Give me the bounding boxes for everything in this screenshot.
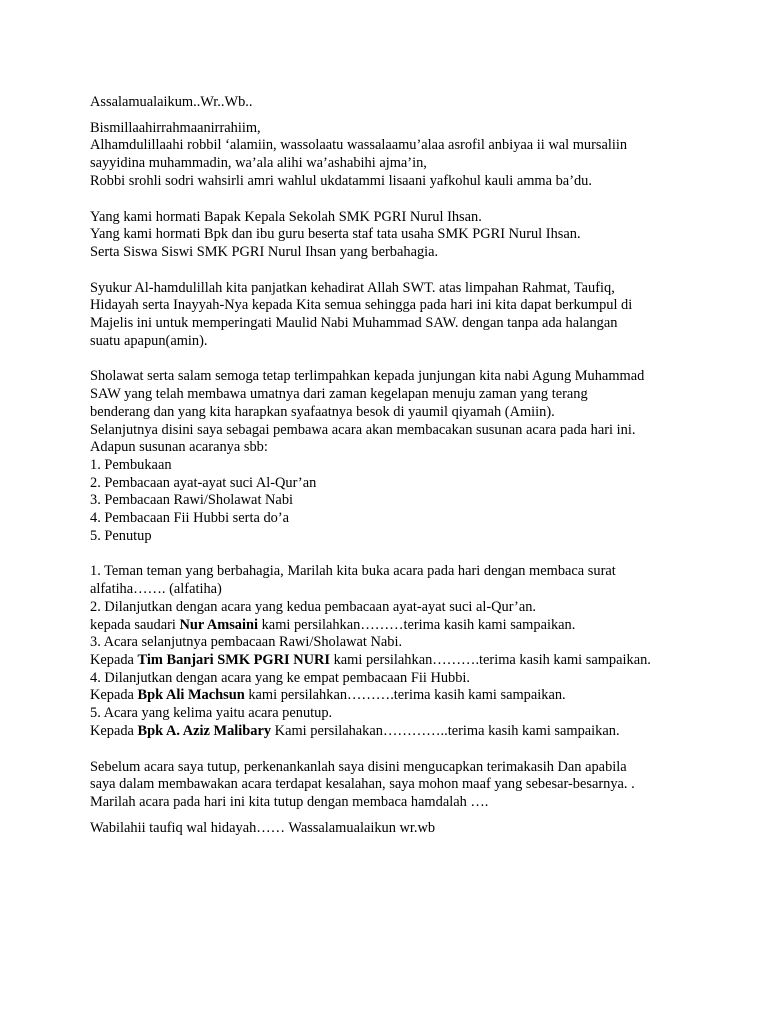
program-text: kami persilahkan……….terima kasih kami sampaikan. bbox=[244, 687, 566, 704]
sholawat-line: SAW yang telah membawa umatnya dari zaman kegelapan menuju zaman yang terang bbox=[90, 386, 588, 403]
sholawat-line: Adapun susunan acaranya sbb: bbox=[90, 439, 268, 456]
program-line: 3. Acara selanjutnya pembacaan Rawi/Sholawat Nabi. bbox=[90, 634, 403, 651]
opening-line: sayyidina muhammadin, wa’ala alihi wa’ashabihi ajma’in, bbox=[90, 155, 427, 172]
closing-line: Marilah acara pada hari ini kita tutup dengan membaca hamdalah …. bbox=[90, 793, 489, 810]
respects-line: Yang kami hormati Bapak Kepala Sekolah SMK PGRI Nurul Ihsan. bbox=[90, 208, 482, 225]
farewell-paragraph bbox=[90, 820, 720, 838]
sholawat-line: Sholawat serta salam semoga tetap terlimpahkan kepada junjungan kita nabi Agung Muhammad bbox=[90, 368, 645, 385]
program-line: 4. Dilanjutkan dengan acara yang ke empat pembacaan Fii Hubbi. bbox=[90, 669, 471, 686]
agenda-item: 4. Pembacaan Fii Hubbi serta do’a bbox=[90, 510, 290, 527]
performer-name: Tim Banjari SMK PGRI NURI bbox=[137, 651, 330, 668]
program-line: 5. Acara yang kelima yaitu acara penutup. bbox=[90, 705, 333, 722]
document-page bbox=[90, 94, 720, 837]
program-line: 1. Teman teman yang berbahagia, Marilah kita buka acara pada hari dengan membaca surat bbox=[90, 563, 616, 580]
gratitude-line: Majelis ini untuk memperingati Maulid Nabi Muhammad SAW. dengan tanpa ada halangan bbox=[90, 315, 618, 332]
performer-name: Nur Amsaini bbox=[179, 616, 259, 633]
program-line bbox=[90, 687, 720, 705]
program-line: alfatiha……. (alfatiha) bbox=[90, 581, 222, 598]
opening-paragraph bbox=[90, 120, 720, 191]
sholawat-line: Selanjutnya disini saya sebagai pembawa acara akan membacakan susunan acara pada hari ini. bbox=[90, 421, 636, 438]
sholawat-line: benderang dan yang kita harapkan syafaatnya besok di yaumil qiyamah (Amiin). bbox=[90, 403, 555, 420]
farewell-line: Wabilahii taufiq wal hidayah…… Wassalamualaikun wr.wb bbox=[90, 819, 436, 836]
gratitude-line: suatu apapun(amin). bbox=[90, 332, 208, 349]
respects-line: Serta Siswa Siswi SMK PGRI Nurul Ihsan yang berbahagia. bbox=[90, 243, 439, 260]
closing-line: saya dalam membawakan acara terdapat kesalahan, saya mohon maaf yang sebesar-besarnya. . bbox=[90, 776, 635, 793]
program-text: Kami persilahakan…………..terima kasih kami sampaikan. bbox=[271, 722, 620, 739]
respects-line: Yang kami hormati Bpk dan ibu guru beserta staf tata usaha SMK PGRI Nurul Ihsan. bbox=[90, 226, 581, 243]
gratitude-line: Hidayah serta Inayyah-Nya kepada Kita semua sehingga pada hari ini kita dapat berkumpul di bbox=[90, 297, 633, 314]
program-text: Kepada bbox=[90, 722, 138, 739]
gratitude-line: Syukur Al-hamdulillah kita panjatkan kehadirat Allah SWT. atas limpahan Rahmat, Taufiq, bbox=[90, 279, 615, 296]
agenda-item: 3. Pembacaan Rawi/Sholawat Nabi bbox=[90, 492, 294, 509]
opening-line: Bismillaahirrahmaanirrahiim, bbox=[90, 119, 261, 136]
program-text: kami persilahkan……….terima kasih kami sampaikan. bbox=[329, 651, 651, 668]
program-line bbox=[90, 617, 720, 635]
sholawat-paragraph bbox=[90, 368, 720, 545]
performer-name: Bpk Ali Machsun bbox=[137, 687, 245, 704]
closing-paragraph bbox=[90, 759, 720, 812]
program-text: kami persilahkan………terima kasih kami sampaikan. bbox=[258, 616, 576, 633]
program-text: Kepada bbox=[90, 687, 138, 704]
program-text: kepada saudari bbox=[90, 616, 180, 633]
greeting-paragraph bbox=[90, 94, 720, 112]
opening-line: Alhamdulillaahi robbil ‘alamiin, wassolaatu wassalaamu’alaa asrofil anbiyaa ii wal mursaliin bbox=[90, 137, 628, 154]
agenda-item: 5. Penutup bbox=[90, 527, 152, 544]
program-line bbox=[90, 652, 720, 670]
agenda-item: 1. Pembukaan bbox=[90, 456, 172, 473]
closing-line: Sebelum acara saya tutup, perkenankanlah saya disini mengucapkan terimakasih Dan apabila bbox=[90, 758, 627, 775]
program-line: 2. Dilanjutkan dengan acara yang kedua pembacaan ayat-ayat suci al-Qur’an. bbox=[90, 598, 537, 615]
greeting-line: Assalamualaikum..Wr..Wb.. bbox=[90, 94, 253, 110]
agenda-item: 2. Pembacaan ayat-ayat suci Al-Qur’an bbox=[90, 474, 317, 491]
program-line bbox=[90, 723, 720, 741]
performer-name: Bpk A. Aziz Malibary bbox=[137, 722, 272, 739]
program-paragraph bbox=[90, 563, 720, 740]
gratitude-paragraph bbox=[90, 280, 720, 351]
opening-line: Robbi srohli sodri wahsirli amri wahlul ukdatammi lisaani yafkohul kauli amma ba’du. bbox=[90, 172, 592, 189]
respects-paragraph bbox=[90, 209, 720, 262]
program-text: Kepada bbox=[90, 651, 138, 668]
